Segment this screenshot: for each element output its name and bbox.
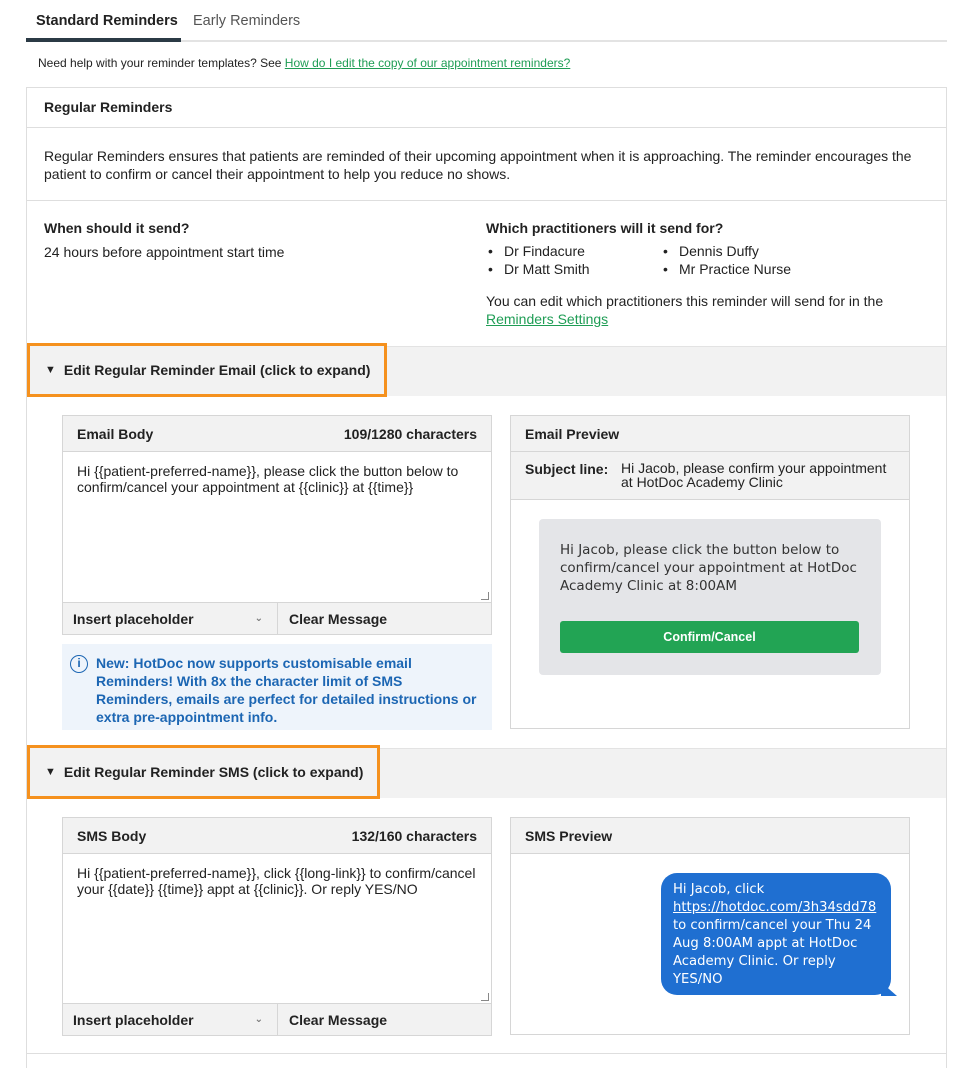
sms-preview (510, 817, 910, 1035)
email-preview (510, 415, 910, 729)
edit-email-toggle[interactable] (27, 343, 387, 397)
email-body-textarea[interactable] (63, 452, 491, 602)
confirm-cancel-button[interactable]: Confirm/Cancel (560, 621, 859, 653)
practitioner-item: • Dr Findacure (486, 243, 661, 259)
panel-header (27, 88, 946, 128)
practitioner-item: • Mr Practice Nurse (661, 261, 861, 277)
sms-editor-header (63, 818, 491, 854)
caret-down-icon: ▼ (45, 766, 56, 778)
email-body-title: Email Body (77, 425, 154, 442)
sms-editor (62, 817, 492, 1036)
email-char-count: 109/1280 characters (343, 425, 477, 442)
panel-title: Regular Reminders (44, 99, 173, 115)
edit-sms-toggle[interactable] (27, 745, 380, 799)
clear-message-button[interactable]: Clear Message (289, 610, 388, 627)
email-editor (62, 415, 492, 635)
insert-placeholder-label: Insert placeholder (73, 1011, 194, 1028)
email-editor-footer (63, 602, 491, 634)
clear-message-button[interactable]: Clear Message (289, 1011, 388, 1028)
email-preview-card (539, 519, 881, 675)
email-preview-text: Hi Jacob, please click the button below to confirm/cancel your appointment at HotDoc Academy Clinic at 8:00AM (560, 542, 857, 594)
edit-email-toggle-label: Edit Regular Reminder Email (click to expand) (63, 362, 371, 378)
reminder-tabs (26, 0, 947, 42)
divider (27, 1053, 946, 1054)
insert-placeholder-select[interactable] (63, 603, 278, 634)
sms-section-bar (27, 748, 946, 798)
sms-body-text: Hi {{patient-preferred-name}}, click {{long-link}} to confirm/cancel your {{date}} {{time}} appt at {{clinic}}. Or reply YES/NO (77, 865, 476, 897)
subject-label: Subject line: (525, 461, 609, 477)
when-value: 24 hours before appointment start time (44, 244, 285, 260)
tab-early-reminders[interactable]: Early Reminders (193, 13, 301, 29)
sms-char-count: 132/160 characters (351, 827, 477, 844)
sms-preview-header: SMS Preview (511, 818, 909, 854)
subject-value: Hi Jacob, please confirm your appointment at HotDoc Academy Clinic (621, 460, 887, 490)
sms-body-textarea[interactable] (63, 854, 491, 1003)
edit-sms-toggle-label: Edit Regular Reminder SMS (click to expand) (63, 764, 364, 780)
caret-down-icon: ▼ (45, 364, 56, 376)
panel-description: Regular Reminders ensures that patients are reminded of their upcoming appointment when it is approaching. The reminder encourages the patient to confirm or cancel their appointment to help you reduce no shows. (44, 148, 912, 182)
practitioner-list (486, 243, 906, 277)
help-text-label: Need help with your reminder templates? See (38, 56, 285, 70)
email-editor-header (63, 416, 491, 452)
email-section-bar (27, 346, 946, 396)
email-notice-text: New: HotDoc now supports customisable email Reminders! With 8x the character limit of SMS Reminders, emails are perfect for detailed instructions or extra pre-appointment info. (96, 655, 477, 725)
sms-preview-suffix: to confirm/cancel your Thu 24 Aug 8:00AM appt at HotDoc Academy Clinic. Or reply YES/NO (673, 918, 872, 987)
sms-editor-footer (63, 1003, 491, 1035)
chevron-down-icon: ⌄ (254, 613, 263, 624)
resize-grip-icon[interactable] (481, 993, 489, 1001)
email-preview-header: Email Preview (511, 416, 909, 452)
sms-preview-bubble (661, 873, 891, 995)
practitioner-item: • Dr Matt Smith (486, 261, 661, 277)
practitioner-item: • Dennis Duffy (661, 243, 861, 259)
subject-line-row (511, 452, 909, 500)
email-body-text: Hi {{patient-preferred-name}}, please click the button below to confirm/cancel your appointment at {{clinic}} at {{time}} (77, 463, 459, 495)
reminders-settings-link[interactable]: Reminders Settings (486, 311, 609, 327)
insert-placeholder-label: Insert placeholder (73, 610, 194, 627)
chevron-down-icon: ⌄ (254, 1014, 263, 1025)
help-link[interactable]: How do I edit the copy of our appointment reminders? (284, 56, 571, 70)
sms-body-title: SMS Body (77, 827, 147, 844)
active-tab-indicator (26, 38, 181, 42)
insert-placeholder-select[interactable] (63, 1004, 278, 1035)
email-notice (62, 644, 492, 730)
edit-practitioners-note (486, 292, 916, 328)
divider (27, 200, 946, 201)
sms-preview-link[interactable]: https://hotdoc.com/3h34sdd78 (673, 900, 877, 915)
when-label: When should it send? (44, 220, 190, 236)
info-icon: i (70, 655, 88, 673)
tab-standard-reminders[interactable]: Standard Reminders (36, 13, 178, 29)
resize-grip-icon[interactable] (481, 592, 489, 600)
sms-preview-prefix: Hi Jacob, click (673, 882, 765, 897)
help-text (38, 56, 570, 70)
regular-reminders-panel (26, 87, 947, 1068)
practitioners-label: Which practitioners will it send for? (486, 220, 724, 236)
edit-note-text: You can edit which practitioners this reminder will send for in the (486, 293, 884, 309)
